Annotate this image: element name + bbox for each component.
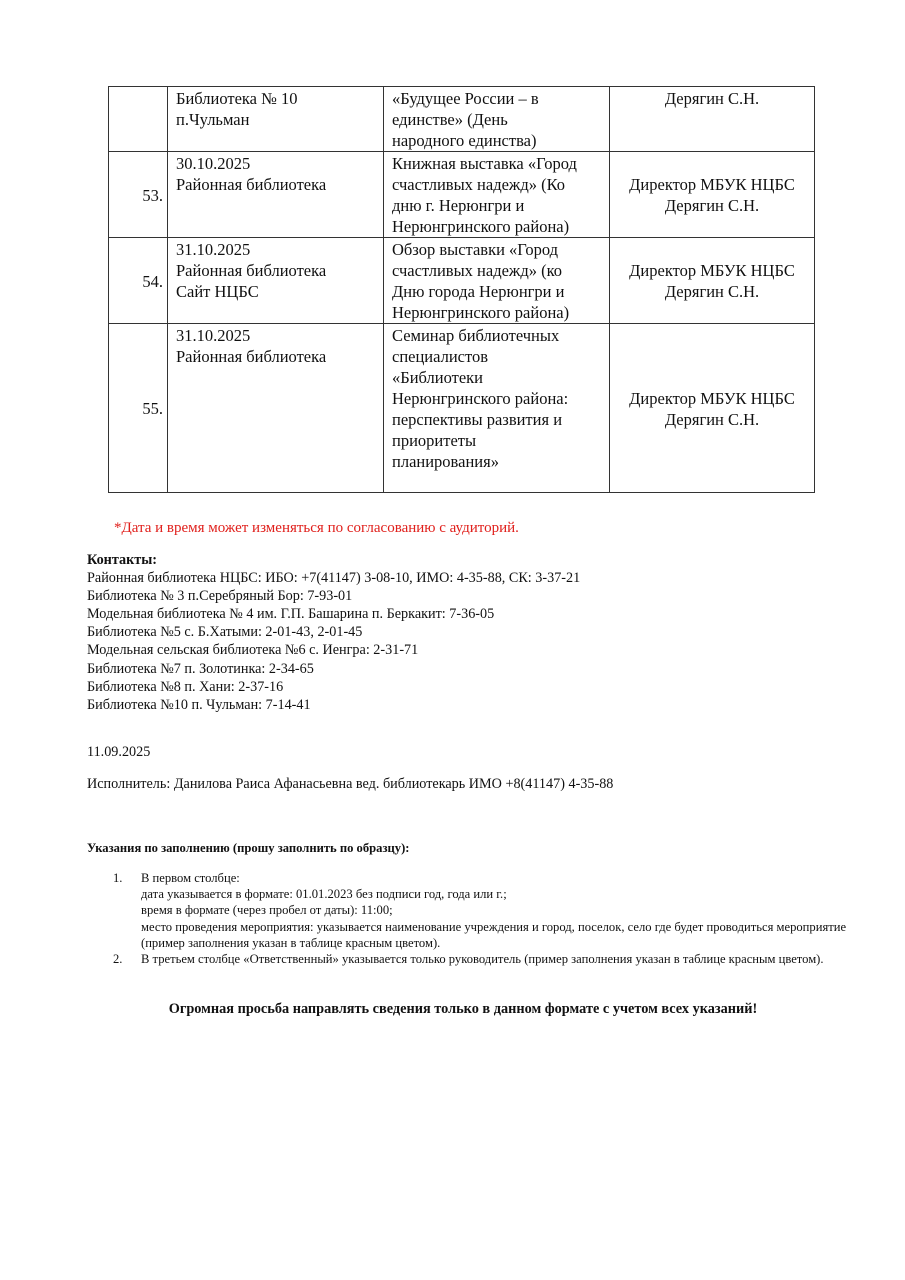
row-date-place [168, 324, 384, 493]
event-line: планирования» [392, 452, 499, 471]
event-line: народного единства) [392, 131, 537, 150]
event-line: приоритеты [392, 431, 477, 450]
events-table [108, 86, 815, 493]
contact-line: Районная библиотека НЦБС: ИБО: +7(41147) 3-08-10, ИМО: 4-35-88, СК: 3-37-21 [87, 570, 581, 587]
contact-line: Библиотека №10 п. Чульман: 7-14-41 [87, 696, 311, 713]
row-event [384, 152, 610, 238]
event-line: единстве» (День [392, 110, 508, 129]
event-line: дню г. Нерюнгри и [392, 196, 525, 215]
responsible-line: Дерягин С.Н. [664, 89, 760, 108]
place-line: Районная библиотека [176, 175, 327, 194]
executor-info: Исполнитель: Данилова Раиса Афанасьевна вед. библиотекарь ИМО +8(41147) 4-35-88 [87, 776, 614, 792]
row-responsible [610, 238, 815, 324]
event-line: Семинар библиотечных [392, 326, 560, 345]
responsible-line: Дерягин С.Н. [664, 409, 760, 429]
document-date: 11.09.2025 [87, 744, 151, 760]
contacts-title: Контакты: [87, 552, 158, 568]
row-responsible [610, 152, 815, 238]
instruction-line: дата указывается в формате: 01.01.2023 без подписи год, года или г.; [141, 887, 507, 902]
row-date-place [168, 152, 384, 238]
place-line: Районная библиотека [176, 261, 327, 280]
row-date-place [168, 238, 384, 324]
table-row [109, 152, 815, 238]
table-row [109, 87, 815, 152]
contact-line: Библиотека №7 п. Золотинка: 2-34-65 [87, 660, 314, 677]
row-event [384, 324, 610, 493]
row-event [384, 238, 610, 324]
instruction-item [87, 870, 847, 951]
contact-line: Библиотека №8 п. Хани: 2-37-16 [87, 678, 284, 695]
instruction-line: место проведения мероприятия: указывается наименование учреждения и город, поселок, село где будет проводиться мероприятие (пример заполнения указан в таблице красным цветом). [141, 919, 847, 950]
event-line: Нерюнгринского района) [392, 217, 570, 236]
event-line: «Будущее России – в [392, 89, 539, 108]
row-event [384, 87, 610, 152]
event-line: счастливых надежд» (ко [392, 261, 563, 280]
row-date-place [168, 87, 384, 152]
responsible-line: Директор МБУК НЦБС [629, 175, 795, 194]
place-line: 31.10.2025 [176, 326, 251, 345]
row-number: 54. [109, 238, 168, 324]
instruction-number: 2. [113, 952, 123, 967]
instruction-line: В третьем столбце «Ответственный» указывается только руководитель (пример заполнения указан в таблице красным цветом). [141, 952, 824, 967]
contact-line: Модельная сельская библиотека №6 с. Иенгра: 2-31-71 [87, 642, 419, 659]
table-row [109, 238, 815, 324]
row-responsible [610, 87, 815, 152]
event-line: Обзор выставки «Город [392, 240, 559, 259]
instruction-line: время в формате (через пробел от даты): 11:00; [141, 903, 393, 918]
event-line: специалистов [392, 347, 489, 366]
place-line: 30.10.2025 [176, 154, 251, 173]
schedule-change-note: *Дата и время может изменяться по согласованию с аудиторий. [114, 520, 519, 536]
contact-line: Библиотека №5 с. Б.Хатыми: 2-01-43, 2-01-45 [87, 624, 363, 641]
event-line: Нерюнгринского района: [392, 389, 569, 408]
row-number [109, 87, 168, 152]
contact-line: Модельная библиотека № 4 им. Г.П. Башарина п. Беркакит: 7-36-05 [87, 606, 495, 623]
final-request: Огромная просьба направлять сведения только в данном формате с учетом всех указаний! [168, 1001, 758, 1017]
table-row [109, 324, 815, 493]
event-line: счастливых надежд» (Ко [392, 175, 566, 194]
instructions-title: Указания по заполнению (прошу заполнить по образцу): [87, 841, 410, 855]
place-line: Библиотека № 10 [176, 89, 298, 108]
responsible-line: Дерягин С.Н. [664, 196, 760, 215]
place-line: Сайт НЦБС [176, 282, 259, 301]
event-line: перспективы развития и [392, 410, 563, 429]
contacts-section [87, 551, 580, 714]
event-line: Дню города Нерюнгри и [392, 282, 565, 301]
instruction-line: В первом столбце: [141, 871, 240, 885]
row-number: 55. [109, 324, 168, 493]
place-line: п.Чульман [176, 110, 250, 129]
responsible-line: Директор МБУК НЦБС [629, 261, 795, 280]
contact-line: Библиотека № 3 п.Серебряный Бор: 7-93-01 [87, 588, 353, 605]
responsible-line: Дерягин С.Н. [664, 282, 760, 301]
place-line: 31.10.2025 [176, 240, 251, 259]
event-line: «Библиотеки [392, 368, 484, 387]
event-line: Нерюнгринского района) [392, 303, 570, 322]
row-number: 53. [109, 152, 168, 238]
instruction-number: 1. [113, 871, 123, 885]
row-responsible [610, 324, 815, 493]
place-line: Районная библиотека [176, 347, 327, 366]
instructions-list [87, 870, 847, 967]
responsible-line: Директор МБУК НЦБС [629, 388, 795, 408]
instruction-item [87, 951, 847, 967]
event-line: Книжная выставка «Город [392, 154, 577, 173]
